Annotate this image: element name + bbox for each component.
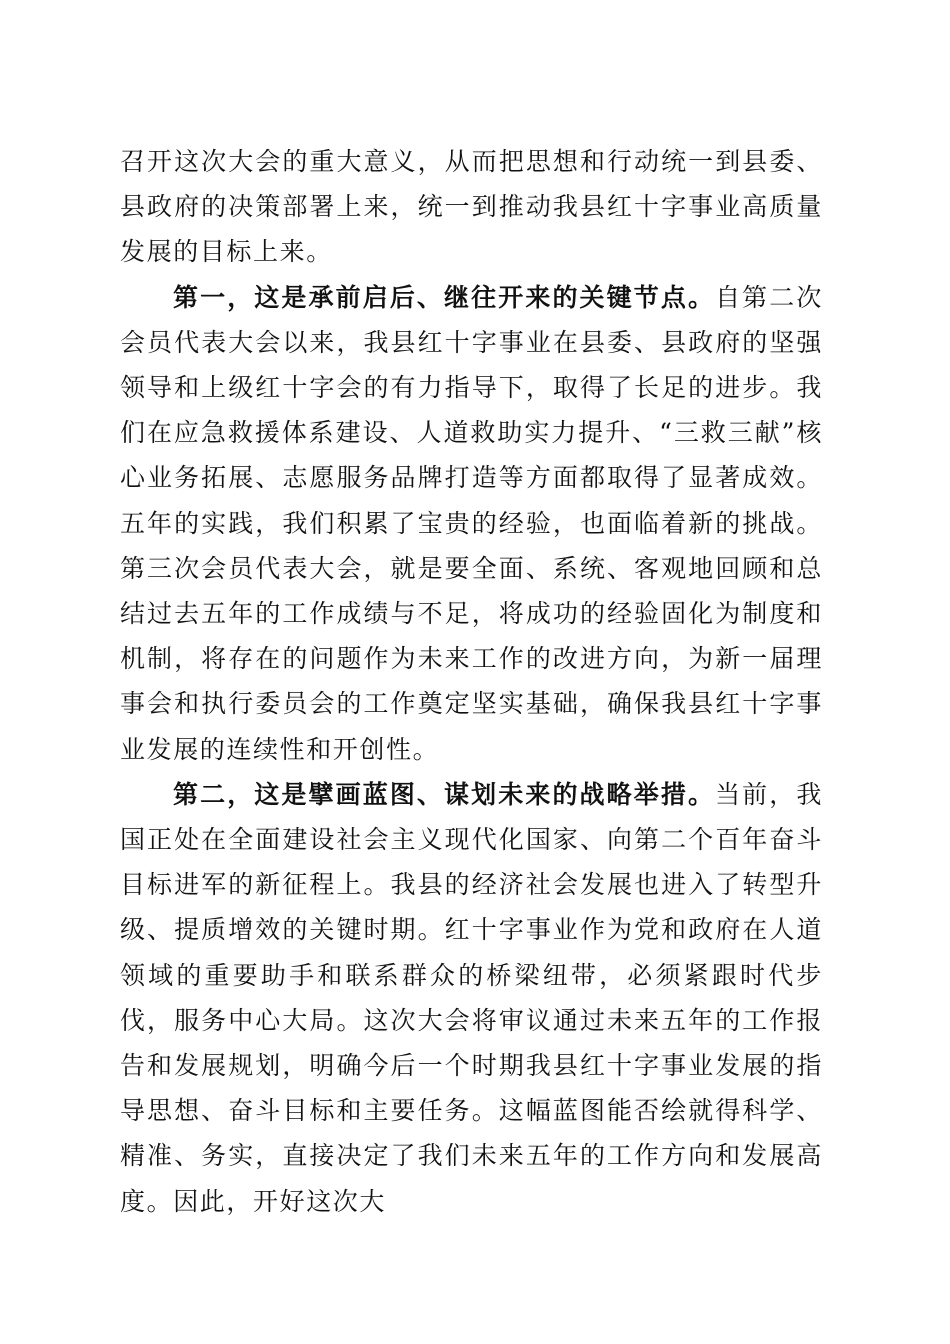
paragraph-lead: 第一，这是承前启后、继往开来的关键节点。 [173, 282, 716, 312]
paragraph-text: 召开这次大会的重大意义，从而把思想和行动统一到县委、县政府的决策部署上来，统一到推动我县红十字事业高质量发展的目标上来。 [120, 147, 823, 267]
paragraph-continuation [120, 139, 823, 275]
paragraph-text: 当前，我国正处在全面建设社会主义现代化国家、向第二个百年奋斗目标进军的新征程上。我县的经济社会发展也进入了转型升级、提质增效的关键时期。红十字事业作为党和政府在人道领域的重要助手和联系群众的桥梁纽带，必须紧跟时代步伐，服务中心大局。这次大会将审议通过未来五年的工作报告和发展规划，明确今后一个时期我县红十字事业发展的指导思想、奋斗目标和主要任务。这幅蓝图能否绘就得科学、精准、务实，直接决定了我们未来五年的工作方向和发展高度。因此，开好这次大 [120, 779, 823, 1216]
document-body [120, 139, 823, 1224]
paragraph-lead: 第二，这是擘画蓝图、谋划未来的战略举措。 [173, 779, 716, 809]
paragraph-text: 自第二次会员代表大会以来，我县红十字事业在县委、县政府的坚强领导和上级红十字会的有力指导下，取得了长足的进步。我们在应急救援体系建设、人道救助实力提升、“三救三献”核心业务拓展、志愿服务品牌打造等方面都取得了显著成效。五年的实践，我们积累了宝贵的经验，也面临着新的挑战。第三次会员代表大会，就是要全面、系统、客观地回顾和总结过去五年的工作成绩与不足，将成功的经验固化为制度和机制，将存在的问题作为未来工作的改进方向，为新一届理事会和执行委员会的工作奠定坚实基础，确保我县红十字事业发展的连续性和开创性。 [120, 282, 823, 764]
paragraph-second-point [120, 772, 823, 1224]
paragraph-first-point [120, 275, 823, 772]
